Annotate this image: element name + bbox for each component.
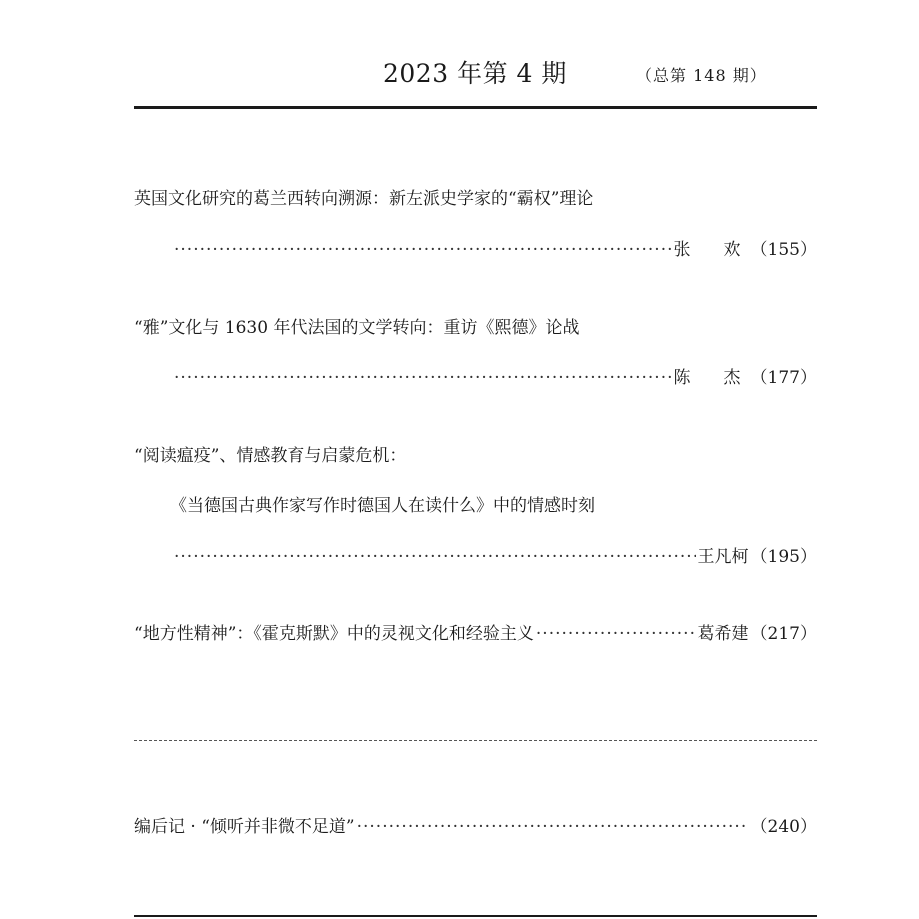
- toc-entry-leader: [172, 545, 817, 569]
- dot-leader: [174, 366, 672, 390]
- afterword-row[interactable]: [134, 815, 817, 839]
- afterword-title[interactable]: 编后记 · “倾听并非微不足道”: [134, 817, 355, 837]
- toc-entry-page: （155）: [750, 240, 817, 260]
- dot-leader: [536, 622, 696, 646]
- toc-entry-leader: [172, 366, 817, 390]
- header-rule: [134, 106, 817, 109]
- dot-leader: [174, 238, 672, 262]
- issue-number: 2023 年第 4 期: [383, 59, 567, 88]
- toc-entry-page: （177）: [750, 368, 817, 388]
- toc-entry-leader: [172, 238, 817, 262]
- toc-entry-row[interactable]: [134, 622, 817, 646]
- toc-entry-title[interactable]: “阅读瘟疫”、情感教育与启蒙危机：: [134, 446, 407, 466]
- toc-entry-title[interactable]: “雅”文化与 1630 年代法国的文学转向：重访《熙德》论战: [134, 318, 580, 338]
- toc-entry-page: （195）: [750, 547, 817, 567]
- toc-entry-title[interactable]: 英国文化研究的葛兰西转向溯源：新左派史学家的“霸权”理论: [134, 189, 594, 209]
- total-issue-number: （总第 148 期）: [636, 66, 767, 85]
- toc-entry-author: 张 欢: [673, 240, 749, 260]
- toc-entry-subtitle[interactable]: 《当德国古典作家写作时德国人在读什么》中的情感时刻: [170, 496, 595, 516]
- section-divider: [134, 740, 817, 741]
- dot-leader: [357, 815, 747, 839]
- footer-rule: [134, 915, 817, 917]
- dot-leader: [174, 545, 696, 569]
- toc-entry-author: 王凡柯: [697, 547, 749, 567]
- toc-entry-author: 葛希建: [697, 624, 749, 644]
- toc-entry-author: 陈 杰: [673, 368, 749, 388]
- toc-entry-page: （217）: [750, 624, 817, 644]
- afterword-page: （240）: [750, 817, 817, 837]
- toc-entry-title[interactable]: “地方性精神”：《霍克斯默》中的灵视文化和经验主义: [134, 624, 534, 644]
